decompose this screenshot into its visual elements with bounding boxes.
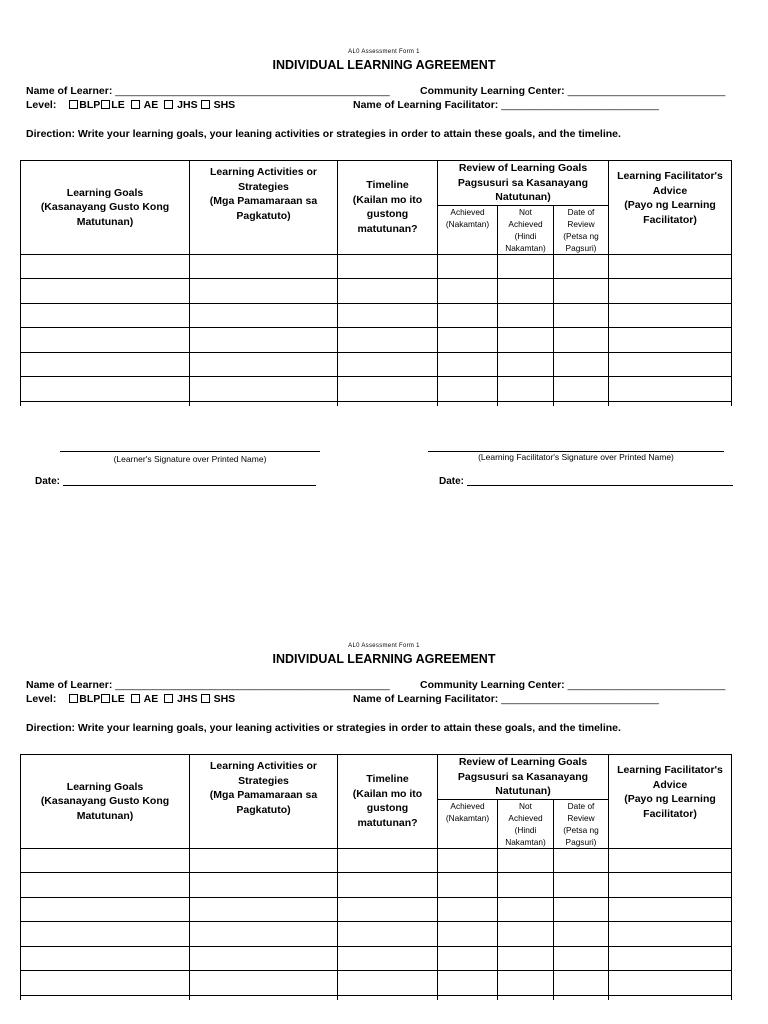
header-timeline: Timeline (Kailan mo ito gustong matutunan? bbox=[338, 755, 438, 849]
table-cell[interactable] bbox=[498, 946, 554, 971]
table-cell[interactable] bbox=[21, 971, 190, 996]
table-cell[interactable] bbox=[190, 897, 338, 922]
direction-text: Direction: Write your learning goals, your leaning activities or strategies in order to attain these goals, and the timeline. bbox=[26, 128, 621, 140]
table-cell[interactable] bbox=[498, 873, 554, 898]
table-cell[interactable] bbox=[338, 303, 438, 328]
table-cell[interactable] bbox=[554, 922, 609, 947]
table-cell[interactable] bbox=[554, 971, 609, 996]
table-cell[interactable] bbox=[190, 279, 338, 304]
table-cell[interactable] bbox=[609, 279, 732, 304]
learner-date-label: Date: bbox=[35, 476, 61, 487]
table-cell[interactable] bbox=[338, 946, 438, 971]
learner-date-field[interactable] bbox=[63, 485, 316, 486]
table-cell[interactable] bbox=[609, 897, 732, 922]
table-cell[interactable] bbox=[190, 377, 338, 402]
learner-name-row bbox=[26, 85, 390, 97]
learner-name-row bbox=[26, 679, 390, 691]
header-timeline: Timeline (Kailan mo ito gustong matutunan? bbox=[338, 161, 438, 255]
facilitator-signature-block bbox=[428, 451, 724, 462]
table-cell[interactable] bbox=[609, 352, 732, 377]
level-option-ae: AE bbox=[143, 99, 159, 111]
table-cell[interactable] bbox=[438, 995, 498, 1000]
table-row bbox=[21, 995, 732, 1000]
table-cell[interactable] bbox=[554, 279, 609, 304]
table-cell[interactable] bbox=[498, 377, 554, 402]
table-cell[interactable] bbox=[609, 971, 732, 996]
table-cell[interactable] bbox=[190, 328, 338, 353]
facilitator-date-row bbox=[439, 476, 733, 487]
table-cell[interactable] bbox=[438, 352, 498, 377]
level-row bbox=[26, 693, 235, 705]
table-cell[interactable] bbox=[438, 848, 498, 873]
table-cell[interactable] bbox=[21, 352, 190, 377]
level-row bbox=[26, 99, 235, 111]
learner-signature-block bbox=[60, 451, 320, 464]
learner-name-field[interactable]: _______________________________________________ bbox=[115, 85, 390, 97]
table-cell[interactable] bbox=[21, 848, 190, 873]
table-cell[interactable] bbox=[438, 303, 498, 328]
table-row bbox=[21, 946, 732, 971]
header-facilitator-advice: Learning Facilitator's Advice (Payo ng Learning Facilitator) bbox=[609, 161, 732, 255]
table-row bbox=[21, 897, 732, 922]
table-cell[interactable] bbox=[498, 303, 554, 328]
learner-name-label: Name of Learner: bbox=[26, 679, 113, 691]
table-cell[interactable] bbox=[190, 922, 338, 947]
facilitator-name-row bbox=[353, 693, 659, 705]
table-cell[interactable] bbox=[190, 352, 338, 377]
table-cell[interactable] bbox=[554, 946, 609, 971]
table-row bbox=[21, 303, 732, 328]
table-cell[interactable] bbox=[438, 922, 498, 947]
table-cell[interactable] bbox=[609, 254, 732, 279]
table-cell[interactable] bbox=[609, 303, 732, 328]
header-learning-activities: Learning Activities or Strategies (Mga Pamamaraan sa Pagkatuto) bbox=[190, 755, 338, 849]
table-cell[interactable] bbox=[338, 995, 438, 1000]
table-cell[interactable] bbox=[21, 873, 190, 898]
community-center-label: Community Learning Center: bbox=[420, 679, 565, 691]
table-cell[interactable] bbox=[609, 873, 732, 898]
table-cell[interactable] bbox=[609, 946, 732, 971]
table-cell[interactable] bbox=[609, 922, 732, 947]
level-option-shs: SHS bbox=[213, 693, 236, 705]
table-cell[interactable] bbox=[609, 377, 732, 402]
facilitator-name-field[interactable]: ___________________________ bbox=[501, 693, 659, 705]
table-row bbox=[21, 254, 732, 279]
table-cell[interactable] bbox=[498, 279, 554, 304]
table-cell[interactable] bbox=[609, 328, 732, 353]
table-cell[interactable] bbox=[554, 995, 609, 1000]
community-center-row bbox=[420, 85, 725, 97]
level-checkbox-le[interactable] bbox=[101, 694, 110, 703]
header-learning-goals: Learning Goals (Kasanayang Gusto Kong Matutunan) bbox=[21, 755, 190, 849]
subheader-not-achieved: Not Achieved (Hindi Nakamtan) bbox=[498, 799, 554, 848]
table-cell[interactable] bbox=[21, 922, 190, 947]
table-cell[interactable] bbox=[338, 377, 438, 402]
community-center-label: Community Learning Center: bbox=[420, 85, 565, 97]
level-checkbox-le[interactable] bbox=[101, 100, 110, 109]
subheader-date-of-review: Date of Review (Petsa ng Pagsuri) bbox=[554, 205, 609, 254]
level-checkbox-blp[interactable] bbox=[69, 694, 78, 703]
table-cell[interactable] bbox=[438, 328, 498, 353]
table-cell[interactable] bbox=[438, 873, 498, 898]
subheader-achieved: Achieved (Nakamtan) bbox=[438, 205, 498, 254]
table-cell[interactable] bbox=[338, 352, 438, 377]
form-caption: AL0 Assessment Form 1 bbox=[348, 49, 420, 55]
table-cell[interactable] bbox=[21, 946, 190, 971]
level-label: Level: bbox=[26, 693, 57, 705]
table-cell[interactable] bbox=[498, 897, 554, 922]
table-cell[interactable] bbox=[554, 377, 609, 402]
table-cell[interactable] bbox=[338, 848, 438, 873]
table-cell[interactable] bbox=[190, 848, 338, 873]
table-cell[interactable] bbox=[21, 279, 190, 304]
table-cell[interactable] bbox=[498, 848, 554, 873]
form-caption: AL0 Assessment Form 1 bbox=[348, 643, 420, 649]
level-checkbox-shs[interactable] bbox=[201, 694, 210, 703]
community-center-field[interactable]: ___________________________ bbox=[567, 85, 726, 97]
community-center-field[interactable]: ___________________________ bbox=[567, 679, 726, 691]
facilitator-name-label: Name of Learning Facilitator: bbox=[353, 99, 499, 111]
table-cell[interactable] bbox=[190, 254, 338, 279]
table-cell[interactable] bbox=[338, 922, 438, 947]
form-title: INDIVIDUAL LEARNING AGREEMENT bbox=[272, 58, 496, 72]
table-cell[interactable] bbox=[498, 401, 554, 406]
table-cell[interactable] bbox=[438, 377, 498, 402]
level-option-jhs: JHS bbox=[177, 693, 198, 705]
table-cell[interactable] bbox=[438, 946, 498, 971]
level-checkbox-blp[interactable] bbox=[69, 100, 78, 109]
header-review-of-goals: Review of Learning Goals Pagsusuri sa Kasanayang Natutunan) bbox=[438, 755, 609, 800]
form-title: INDIVIDUAL LEARNING AGREEMENT bbox=[272, 652, 496, 666]
table-cell[interactable] bbox=[609, 401, 732, 406]
level-checkbox-jhs[interactable] bbox=[164, 100, 173, 109]
table-cell[interactable] bbox=[438, 971, 498, 996]
level-option-blp: BLP bbox=[79, 693, 101, 705]
facilitator-date-field[interactable] bbox=[467, 485, 733, 486]
table-row bbox=[21, 873, 732, 898]
direction-text: Direction: Write your learning goals, your leaning activities or strategies in order to attain these goals, and the timeline. bbox=[26, 722, 621, 734]
table-cell[interactable] bbox=[190, 401, 338, 406]
table-row bbox=[21, 848, 732, 873]
facilitator-date-label: Date: bbox=[439, 476, 465, 487]
table-cell[interactable] bbox=[438, 279, 498, 304]
level-option-blp: BLP bbox=[79, 99, 101, 111]
table-cell[interactable] bbox=[190, 303, 338, 328]
learner-date-row bbox=[35, 476, 316, 487]
table-cell[interactable] bbox=[498, 995, 554, 1000]
table-cell[interactable] bbox=[554, 352, 609, 377]
level-option-ae: AE bbox=[143, 693, 159, 705]
level-checkbox-jhs[interactable] bbox=[164, 694, 173, 703]
table-cell[interactable] bbox=[554, 873, 609, 898]
table-row bbox=[21, 279, 732, 304]
facilitator-signature-caption: (Learning Facilitator's Signature over Printed Name) bbox=[478, 452, 674, 462]
table-row bbox=[21, 377, 732, 402]
learner-name-label: Name of Learner: bbox=[26, 85, 113, 97]
table-cell[interactable] bbox=[21, 897, 190, 922]
table-cell[interactable] bbox=[498, 328, 554, 353]
table-cell[interactable] bbox=[609, 995, 732, 1000]
table-cell[interactable] bbox=[498, 971, 554, 996]
table-cell[interactable] bbox=[338, 328, 438, 353]
table-cell[interactable] bbox=[21, 377, 190, 402]
table-cell[interactable] bbox=[438, 254, 498, 279]
learner-name-field[interactable]: _______________________________________________ bbox=[115, 679, 390, 691]
table-cell[interactable] bbox=[21, 328, 190, 353]
table-cell[interactable] bbox=[190, 971, 338, 996]
learning-agreement-table bbox=[20, 754, 732, 1000]
table-cell[interactable] bbox=[554, 848, 609, 873]
table-row bbox=[21, 922, 732, 947]
learning-agreement-form-1 bbox=[0, 0, 768, 487]
table-cell[interactable] bbox=[498, 352, 554, 377]
table-cell[interactable] bbox=[498, 254, 554, 279]
learning-agreement-table bbox=[20, 160, 732, 406]
table-cell[interactable] bbox=[338, 971, 438, 996]
level-checkbox-shs[interactable] bbox=[201, 100, 210, 109]
table-cell[interactable] bbox=[21, 303, 190, 328]
table-row bbox=[21, 328, 732, 353]
table-cell[interactable] bbox=[21, 995, 190, 1000]
level-checkbox-ae[interactable] bbox=[131, 694, 140, 703]
level-option-jhs: JHS bbox=[177, 99, 198, 111]
table-cell[interactable] bbox=[438, 897, 498, 922]
table-cell[interactable] bbox=[554, 401, 609, 406]
table-cell[interactable] bbox=[554, 303, 609, 328]
table-row bbox=[21, 401, 732, 406]
table-cell[interactable] bbox=[554, 897, 609, 922]
table-cell[interactable] bbox=[338, 897, 438, 922]
facilitator-name-label: Name of Learning Facilitator: bbox=[353, 693, 499, 705]
table-cell[interactable] bbox=[190, 995, 338, 1000]
level-checkbox-ae[interactable] bbox=[131, 100, 140, 109]
table-cell[interactable] bbox=[190, 873, 338, 898]
table-row bbox=[21, 971, 732, 996]
subheader-achieved: Achieved (Nakamtan) bbox=[438, 799, 498, 848]
table-cell[interactable] bbox=[438, 401, 498, 406]
table-cell[interactable] bbox=[338, 401, 438, 406]
learner-signature-caption: (Learner's Signature over Printed Name) bbox=[113, 454, 267, 464]
table-row bbox=[21, 352, 732, 377]
table-cell[interactable] bbox=[190, 946, 338, 971]
table-cell[interactable] bbox=[338, 873, 438, 898]
header-learning-activities: Learning Activities or Strategies (Mga Pamamaraan sa Pagkatuto) bbox=[190, 161, 338, 255]
community-center-row bbox=[420, 679, 725, 691]
table-cell[interactable] bbox=[21, 254, 190, 279]
learning-agreement-form-2 bbox=[0, 594, 768, 1014]
table-cell[interactable] bbox=[609, 848, 732, 873]
table-cell[interactable] bbox=[338, 279, 438, 304]
level-option-shs: SHS bbox=[213, 99, 236, 111]
subheader-date-of-review: Date of Review (Petsa ng Pagsuri) bbox=[554, 799, 609, 848]
table-cell[interactable] bbox=[21, 401, 190, 406]
level-option-le: LE bbox=[111, 693, 125, 705]
facilitator-name-row bbox=[353, 99, 659, 111]
level-label: Level: bbox=[26, 99, 57, 111]
header-learning-goals: Learning Goals (Kasanayang Gusto Kong Matutunan) bbox=[21, 161, 190, 255]
subheader-not-achieved: Not Achieved (Hindi Nakamtan) bbox=[498, 205, 554, 254]
table-cell[interactable] bbox=[554, 254, 609, 279]
header-facilitator-advice: Learning Facilitator's Advice (Payo ng Learning Facilitator) bbox=[609, 755, 732, 849]
table-cell[interactable] bbox=[338, 254, 438, 279]
facilitator-name-field[interactable]: ___________________________ bbox=[501, 99, 659, 111]
table-cell[interactable] bbox=[498, 922, 554, 947]
table-cell[interactable] bbox=[554, 328, 609, 353]
level-option-le: LE bbox=[111, 99, 125, 111]
header-review-of-goals: Review of Learning Goals Pagsusuri sa Kasanayang Natutunan) bbox=[438, 161, 609, 206]
